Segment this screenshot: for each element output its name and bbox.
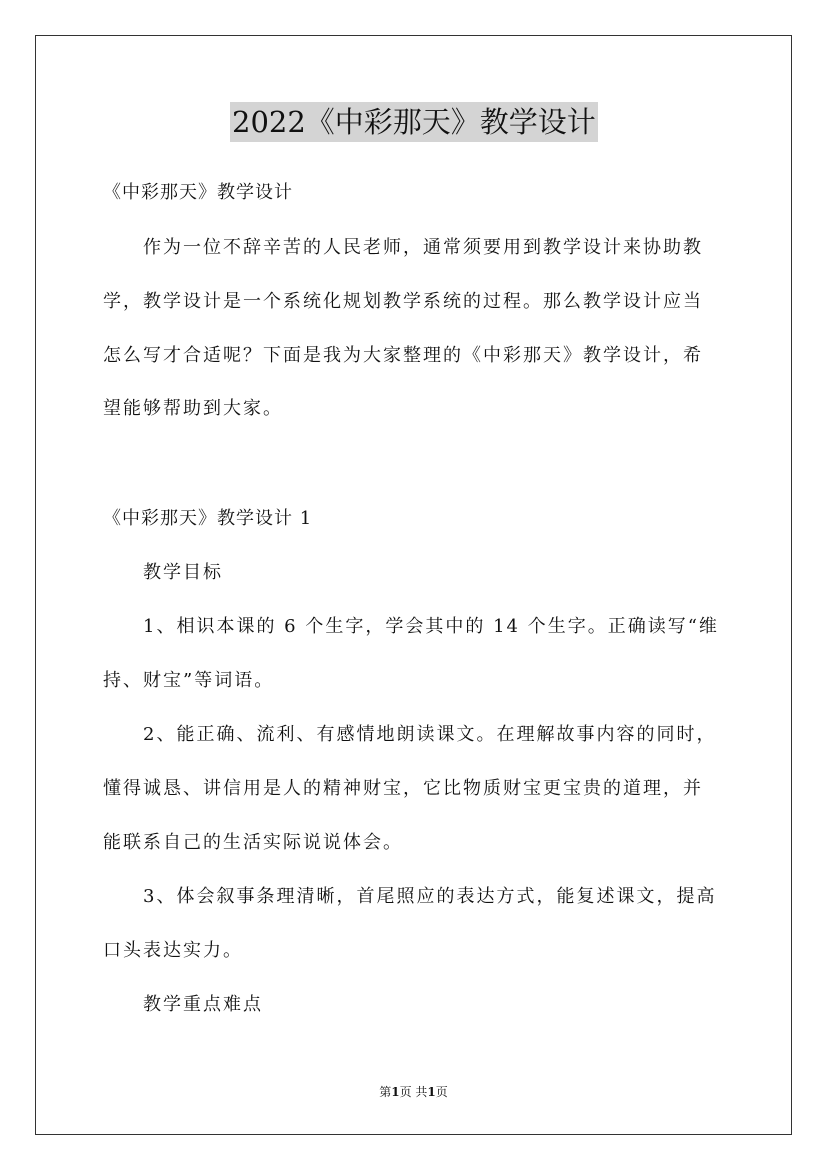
footer-page-suffix: 页 <box>435 1085 448 1099</box>
objective-2-line: 2、能正确、流利、有感情地朗读课文。在理解故事内容的同时， <box>143 724 717 745</box>
document-title: 2022《中彩那天》教学设计 <box>230 102 598 142</box>
footer-page-mid: 页 共 <box>399 1085 428 1099</box>
page-footer <box>0 1084 827 1100</box>
intro-line: 学，教学设计是一个系统化规划教学系统的过程。那么教学设计应当 <box>103 291 703 312</box>
intro-heading: 《中彩那天》教学设计 <box>103 182 293 203</box>
objective-1-line: 持、财宝”等词语。 <box>103 670 275 691</box>
intro-line: 作为一位不辞辛苦的人民老师，通常须要用到教学设计来协助教 <box>143 237 703 258</box>
intro-line: 怎么写才合适呢？下面是我为大家整理的《中彩那天》教学设计，希 <box>103 345 703 366</box>
objective-1-line: 1、相识本课的 6 个生字，学会其中的 14 个生字。正确读写“维 <box>143 616 719 637</box>
footer-page-prefix: 第 <box>379 1085 392 1099</box>
objectives-heading: 教学目标 <box>143 562 223 583</box>
intro-line: 望能够帮助到大家。 <box>103 398 283 419</box>
objective-3-line: 口头表达实力。 <box>103 940 243 961</box>
objective-3-line: 3、体会叙事条理清晰，首尾照应的表达方式，能复述课文，提高 <box>143 886 717 907</box>
objective-2-line: 能联系自己的生活实际说说体会。 <box>103 832 403 853</box>
footer-page-current: 1 <box>391 1085 400 1099</box>
footer-page-total: 1 <box>427 1085 436 1099</box>
objective-2-line: 懂得诚恳、讲信用是人的精神财宝，它比物质财宝更宝贵的道理，并 <box>103 778 703 799</box>
difficulty-heading: 教学重点难点 <box>143 994 263 1015</box>
section-heading: 《中彩那天》教学设计 1 <box>103 508 313 529</box>
